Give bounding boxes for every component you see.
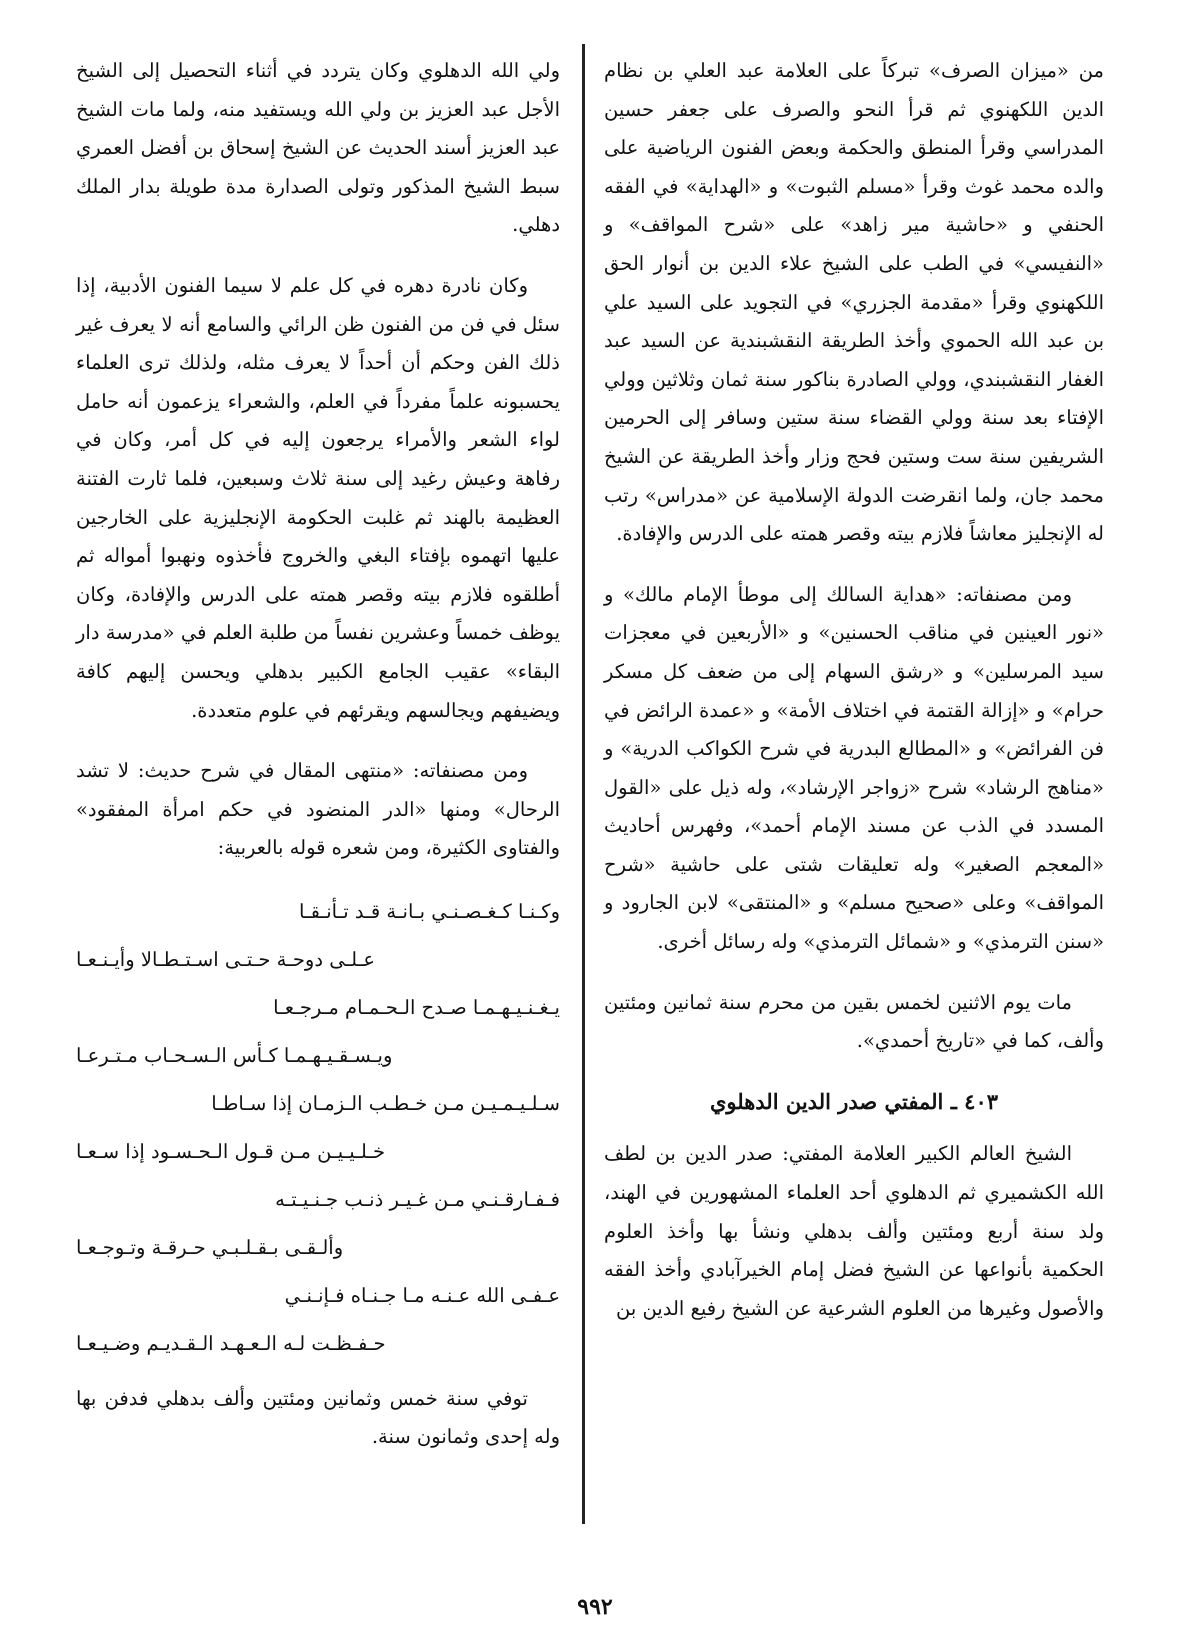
verse-line: يـغـنـيـهـمـا صـدح الـحـمـام مـرجـعـا bbox=[273, 995, 560, 1019]
verse-line: خـلـيـيـن مـن قـول الـحـسـود إذا سـعـا bbox=[76, 1139, 386, 1163]
paragraph: توفي سنة خمس وثمانين ومئتين وألف بدهلي فدفن بها وله إحدى وثمانون سنة. bbox=[76, 1386, 560, 1449]
verse-line: وألـقـى بـقـلـبـي حـرقـة وتـوجـعـا bbox=[76, 1235, 344, 1259]
page-number: ٩٩٢ bbox=[577, 1594, 613, 1620]
entry-heading: ٤٠٣ ـ المفتي صدر الدين الدهلوي bbox=[709, 1088, 999, 1114]
paragraph: ولي الله الدهلوي وكان يتردد في أثناء التحصيل إلى الشيخ الأجل عبد العزيز بن ولي الله ويستفيد منه، ولما مات الشيخ عبد العزيز أسند الحديث عن الشيخ إسحاق بن أفضل العمري سبط الشيخ المذكور وتولى الصدارة مدة طويلة بدار الملك دهلي. bbox=[76, 59, 560, 237]
verse-line: عـلـى دوحـة حـتـى اسـتـطـالا وأيـنـعـا bbox=[76, 947, 375, 971]
paragraph: ومن مصنفاته: «هداية السالك إلى موطأ الإمام مالك» و «نور العينين في مناقب الحسنين» و «الأربعين في معجزات سيد المرسلين» و «رشق السهام إلى من ضعف كل مسكر حرام» و «إزالة القتمة في اختلاف الأمة» و «عمدة الرائض في فن الفرائض» و «المطالع البدرية في شرح الكواكب الدرية» و «مناهج الرشاد» شرح «زواجر الإرشاد»، وله ذيل على «القول المسدد في الذب عن مسند الإمام أحمد»، وفهرس أحاديث «المعجم الصغير» وله تعليقات شتى على حاشية «شرح المواقف» وعلى «صحيح مسلم» و «المنتقى» لابن الجارود و «سنن الترمذي» و «شمائل الترمذي» وله رسائل أخرى. bbox=[604, 582, 1104, 954]
verse-line: عـفـى الله عـنـه مـا جـنـاه فـإنـنـي bbox=[284, 1283, 560, 1307]
paragraph: ومن مصنفاته: «منتهى المقال في شرح حديث: لا تشد الرحال» ومنها «الدر المنضود في حكم امرأة المفقود» والفتاوى الكثيرة، ومن شعره قوله بالعربية: bbox=[76, 759, 560, 860]
verse-line: حـفـظـت لـه الـعـهـد الـقـديـم وضـيـعـا bbox=[76, 1331, 386, 1355]
paragraph: وكان نادرة دهره في كل علم لا سيما الفنون الأدبية، إذا سئل في فن من الفنون ظن الرائي والسامع أنه لا يعرف غير ذلك الفن وحكم أن أحداً لا يعرف مثله، ولذلك ترى العلماء يحسبونه علماً مفرداً في العلم، والشعراء يزعمون أنه حامل لواء الشعر والأمراء يرجعون إليه في كل أمر، وكان في رفاهة وعيش رغيد إلى سنة ثلاث وسبعين، فلما ثارت الفتنة العظيمة بالهند ثم غلبت الحكومة الإنجليزية على الخارجين عليها اتهموه بإفتاء البغي والخروج فأخذوه ونهبوا أمواله ثم أطلقوه فلازم بيته وقصر همته على الدرس والإفادة، وكان يوظف خمساً وعشرين نفساً من طلبة العلم في «مدرسة دار البقاء» عقيب الجامع الكبير بدهلي ويحسن إليهم كافة ويضيفهم ويجالسهم ويقرئهم في علوم متعددة. bbox=[76, 273, 560, 722]
poem bbox=[76, 890, 560, 1366]
paragraph: من «ميزان الصرف» تبركاً على العلامة عبد العلي بن نظام الدين اللكهنوي ثم قرأ النحو والصرف على جعفر حسين المدراسي وقرأ المنطق والحكمة وبعض الفنون الرياضية على والده محمد غوث وقرأ «مسلم الثبوت» و «الهداية» في الفقه الحنفي و «حاشية مير زاهد» على «شرح المواقف» و «النفيسي» في الطب على الشيخ علاء الدين بن أنوار الحق اللكهنوي وقرأ «مقدمة الجزري» في التجويد على السيد علي بن عبد الله الحموي وأخذ الطريقة النقشبندية عن السيد عبد الغفار النقشبندي، وولي الصادرة بناكور سنة ثمان وثلاثين وولي الإفتاء بعد سنة وولي القضاء سنة ستين وسافر إلى الحرمين الشريفين سنة ست وستين فحج وزار وأخذ الطريقة عن الشيخ محمد جان، ولما انقرضت الدولة الإسلامية عن «مدراس» رتب له الإنجليز معاشاً فلازم بيته وقصر همته على الدرس والإفادة. bbox=[604, 59, 1104, 546]
left-column bbox=[76, 52, 560, 1479]
column-divider bbox=[582, 44, 585, 1524]
verse-line: ويـسـقـيـهـمـا كـأس الـسـحـاب مـتـرعـا bbox=[76, 1043, 393, 1067]
verse-line: فـفـارقـنـي مـن غـيـر ذنـب جـنـيـتـه bbox=[275, 1187, 560, 1211]
verse-line: وكـنـا كـغـصـنـي بـانـة قـد تـأنـقـا bbox=[298, 899, 560, 923]
paragraph: الشيخ العالم الكبير العلامة المفتي: صدر الدين بن لطف الله الكشميري ثم الدهلوي أحد العلماء المشهورين في الهند، ولد سنة أربع ومئتين وألف بدهلي ونشأ بها وأخذ العلوم الحكمية بأنواعها عن الشيخ فضل إمام الخيرآبادي وأخذ الفقه والأصول وغيرها من العلوم الشرعية عن الشيخ رفيع الدين بن bbox=[604, 1142, 1104, 1320]
right-column bbox=[604, 52, 1104, 1350]
paragraph: مات يوم الاثنين لخمس بقين من محرم سنة ثمانين ومئتين وألف، كما في «تاريخ أحمدي». bbox=[604, 990, 1104, 1053]
verse-line: سـلـيـمـيـن مـن خـطـب الـزمـان إذا سـاطـا bbox=[211, 1091, 560, 1115]
